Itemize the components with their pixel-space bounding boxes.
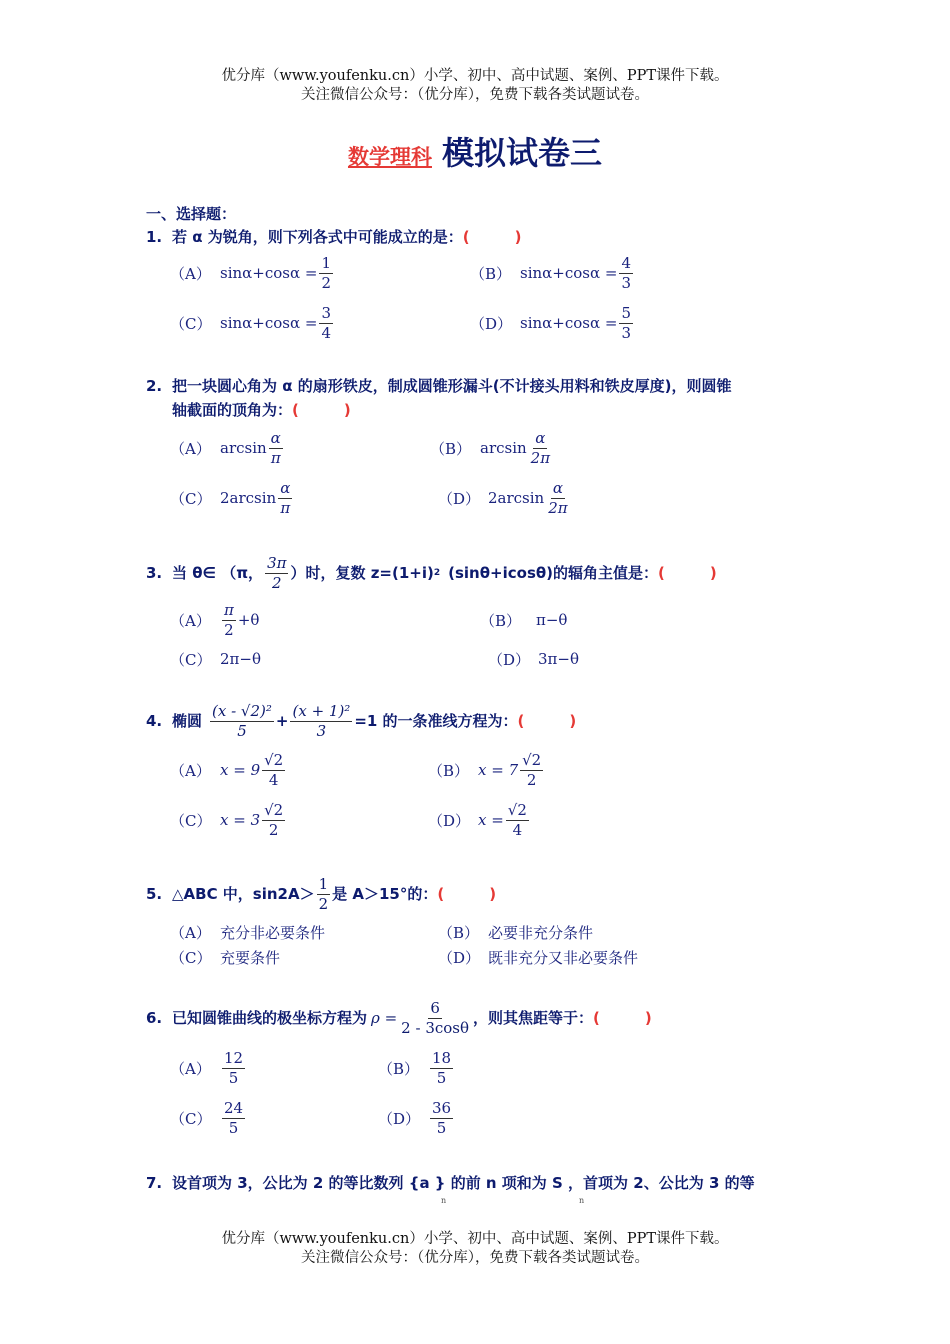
q5-option-c: （C） 充要条件 (170, 948, 281, 967)
q2-option-c: （C） 2arcsin $\frac{\alpha}{\pi}$ (170, 478, 291, 517)
q2-option-b: （B） arcsin $\frac{\alpha}{2\pi}$ (430, 428, 551, 467)
q2-option-a: （A） arcsin $\frac{\alpha}{\pi}$ (170, 428, 281, 467)
title-main: 模拟试卷三 (441, 134, 602, 172)
title-subject: 数学理科 (347, 145, 432, 169)
question-2-cont: 轴截面的顶角为：( ) (172, 401, 351, 419)
q5-option-b: （B） 必要非充分条件 (438, 923, 594, 942)
q2-option-d: （D） 2arcsin $\frac{\alpha}{2\pi}$ (438, 478, 568, 517)
q7-subscript-s: n (579, 1196, 585, 1205)
page-title (0, 128, 950, 174)
footer-line-1: 优分库（www.youfenku.cn）小学、初中、高中试题、案例、PPT课件下载。 (221, 1231, 729, 1247)
q6-option-c: （C） $\frac{24}{5}$ (170, 1098, 244, 1137)
q1-option-c: （C） sinα+cosα = $\frac{3}{4}$ (170, 303, 331, 342)
question-3: 3. 当 θ∈ （π， $\frac{3\pi}{2}$ ）时，复数 z=(1+i) 2 (sinθ+icosθ)的辐角主值是： ( ) (146, 553, 717, 592)
footer-line-2: 关注微信公众号：（优分库），免费下载各类试题试卷。 (301, 1250, 649, 1266)
q4-option-a: （A） x = 9 $\frac{√2}{4}$ (170, 750, 284, 789)
header-line-2: 关注微信公众号：（优分库），免费下载各类试题试卷。 (301, 87, 649, 103)
question-1: 1. 若 α 为锐角，则下列各式中可能成立的是：( ) (146, 228, 522, 246)
q4-option-c: （C） x = 3 $\frac{√2}{2}$ (170, 800, 284, 839)
question-7: 7. 设首项为 3，公比为 2 的等比数列 {a } 的前 n 项和为 S ，首项为 2、公比为 3 的等 (146, 1174, 755, 1192)
section-heading: 一、选择题： (146, 205, 237, 223)
q6-option-b: （B） $\frac{18}{5}$ (378, 1048, 452, 1087)
question-4: 4. 椭圆 $\frac{\text{(x - √2)²}}{5}$ + $\frac{\text{(x + 1)²}}{3}$ =1 的一条准线方程为： ( ) (146, 701, 577, 740)
q1-option-a: （A） sinα+cosα = $\frac{1}{2}$ (170, 253, 331, 292)
header-line-1: 优分库（www.youfenku.cn）小学、初中、高中试题、案例、PPT课件下载。 (221, 68, 729, 84)
q3-option-d: （D） 3π−θ (488, 650, 580, 669)
q4-option-b: （B） x = 7 $\frac{√2}{2}$ (428, 750, 542, 789)
q7-subscript-a: n (441, 1196, 447, 1205)
q1-option-d: （D） sinα+cosα = $\frac{5}{3}$ (470, 303, 631, 342)
q6-option-a: （A） $\frac{12}{5}$ (170, 1048, 244, 1087)
q3-option-b: （B） π−θ (480, 611, 568, 630)
question-2: 2. 把一块圆心角为 α 的扇形铁皮，制成圆锥形漏斗(不计接头用料和铁皮厚度)，则圆锥 (146, 377, 732, 395)
question-6: 6. 已知圆锥曲线的极坐标方程为 ρ = $\frac{6}{2 - 3\cos\theta}$ ，则其焦距等于： ( ) (146, 998, 652, 1037)
q4-option-d: （D） x = $\frac{√2}{4}$ (428, 800, 527, 839)
q6-option-d: （D） $\frac{36}{5}$ (378, 1098, 452, 1137)
question-5: 5. △ABC 中，sin2A＞ $\frac{1}{2}$ 是 A＞15°的： ( ) (146, 874, 497, 913)
q3-option-c: （C） 2π−θ (170, 650, 262, 669)
q5-option-a: （A） 充分非必要条件 (170, 923, 326, 942)
q3-option-a: （A） $\frac{\pi}{2}$ +θ (170, 600, 260, 639)
q5-option-d: （D） 既非充分又非必要条件 (438, 948, 639, 967)
q1-option-b: （B） sinα+cosα = $\frac{4}{3}$ (470, 253, 631, 292)
